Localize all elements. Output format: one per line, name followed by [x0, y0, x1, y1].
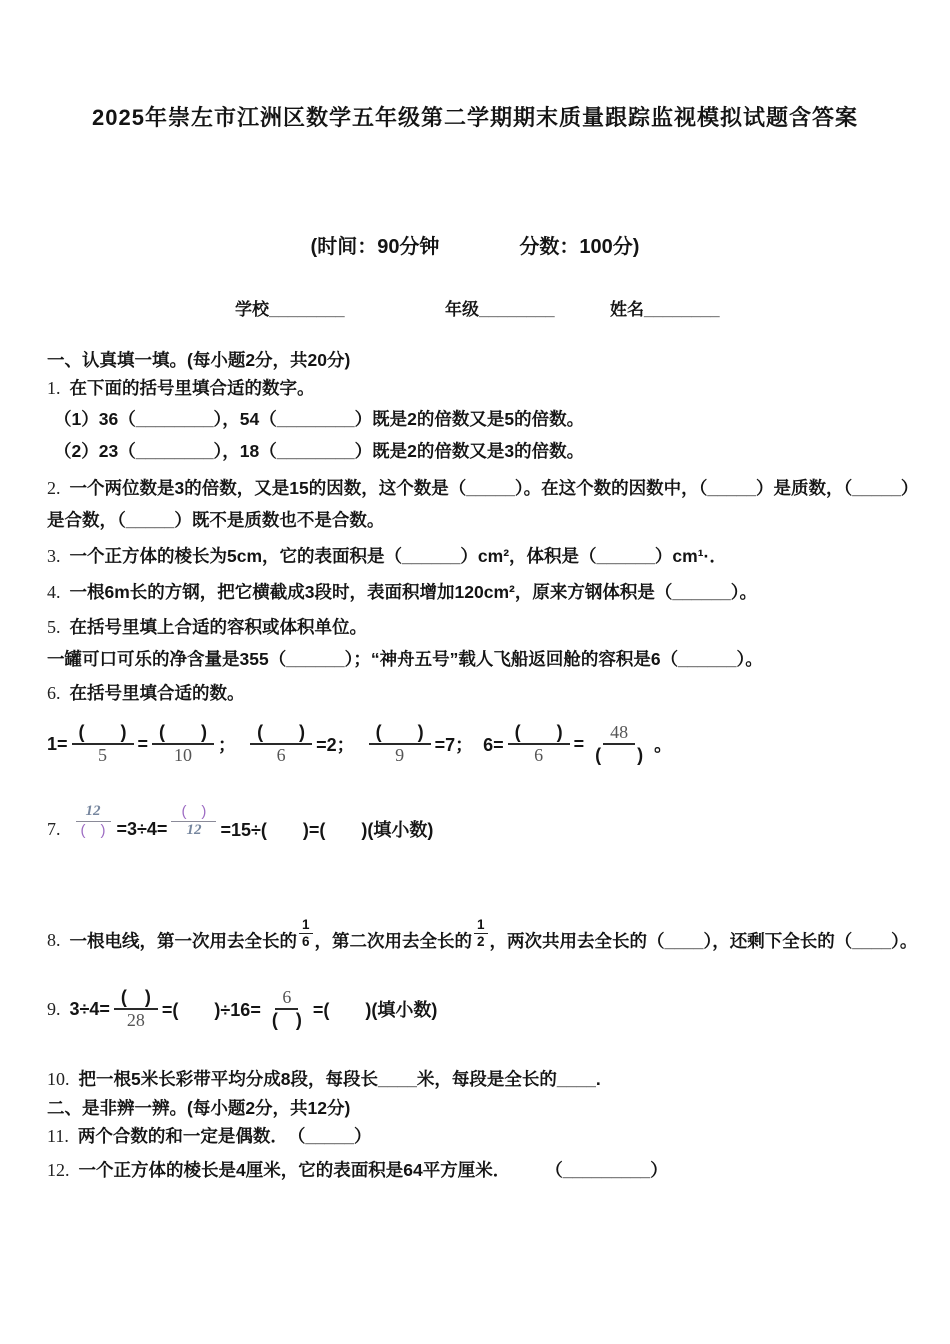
question-8-number: 8. — [47, 929, 61, 950]
question-1-number: 1. — [47, 378, 61, 398]
question-3 — [47, 545, 727, 568]
fraction-1-over-2: 1 2 — [474, 917, 488, 949]
question-4-text: 一根6m长的方钢，把它横截成3段时，表面积增加120cm²，原来方钢体积是（______）。 — [69, 582, 757, 602]
eq-text: = — [137, 733, 149, 754]
fraction-blank-over-6: ( ) 6 — [250, 722, 312, 765]
fraction-blank-over-5: ( ) 5 — [72, 722, 134, 765]
question-4-number: 4. — [47, 582, 61, 602]
eq-text: =3÷4= — [116, 818, 168, 839]
question-6-equation-row — [47, 708, 672, 780]
question-10-number: 10. — [47, 1069, 70, 1089]
question-2-line-1 — [47, 477, 918, 500]
eq-text: =( )÷16= — [161, 1000, 261, 1020]
question-11-number: 11. — [47, 1126, 69, 1146]
question-5-line-2: 一罐可口可乐的净含量是355（______）；“神舟五号”载人飞船返回舱的容积是6（______）。 — [47, 649, 763, 669]
school-field: 学校________ — [235, 300, 345, 319]
question-6 — [47, 682, 245, 705]
fraction-blank-over-10: ( ) 10 — [152, 722, 214, 765]
page-title: 2025年崇左市江洲区数学五年级第二学期期末质量跟踪监视模拟试题含答案 — [92, 105, 858, 130]
fraction-blank-over-12: ( ) 12 — [171, 803, 216, 839]
question-3-text: 一个正方体的棱长为5cm，它的表面积是（______）cm²，体积是（______）cm¹·． — [69, 546, 727, 566]
question-10 — [47, 1068, 601, 1091]
eq-text: = — [573, 733, 585, 754]
question-1-part-1: （1）36（________），54（________）既是2的倍数又是5的倍数。 — [54, 409, 585, 429]
eq-text: ； — [218, 735, 247, 755]
question-8-row — [47, 916, 917, 964]
question-12 — [47, 1159, 668, 1182]
question-7-row — [47, 797, 433, 861]
fraction-12-over-blank: 12 ( ) — [74, 803, 113, 839]
eq-text: =15÷( )=( )(填小数) — [220, 820, 434, 840]
grade-field: 年级________ — [445, 300, 555, 319]
question-8-text-1: 一根电线，第一次用去全长的 — [69, 930, 297, 951]
question-2-text-1: 一个两位数是3的倍数，又是15的因数，这个数是（_____）。在这个数的因数中，（_____）是质数，（_____） — [69, 478, 919, 498]
fraction-6-over-blank: 6 ( ) — [271, 987, 302, 1030]
time-score-line: (时间：90分钟 分数：100分) — [310, 236, 640, 258]
eq-text: 1= — [47, 733, 68, 754]
eq-text: 3÷4= — [69, 998, 110, 1019]
fraction-blank-over-28: ( ) 28 — [114, 987, 158, 1030]
question-5-number: 5. — [47, 617, 61, 637]
question-6-number: 6. — [47, 683, 61, 703]
section-1-heading: 一、认真填一填。(每小题2分，共20分) — [47, 350, 351, 370]
question-3-number: 3. — [47, 546, 61, 566]
question-4 — [47, 581, 757, 604]
fraction-blank-over-6b: ( ) 6 — [508, 722, 570, 765]
question-1 — [47, 377, 315, 400]
question-12-number: 12. — [47, 1160, 70, 1180]
eq-text: =7； 6= — [434, 735, 504, 755]
question-11-text: 两个合数的和一定是偶数． （_____） — [77, 1126, 372, 1146]
fraction-1-over-6: 1 6 — [299, 917, 313, 949]
name-field: 姓名________ — [610, 300, 720, 319]
question-8-text-3: ，两次共用去全长的（____），还剩下全长的（____）。 — [489, 930, 918, 951]
question-8-text-2: ，第二次用去全长的 — [314, 930, 473, 951]
question-5 — [47, 616, 367, 639]
question-7-number: 7. — [47, 818, 61, 839]
question-2-line-2: 是合数，（_____）既不是质数也不是合数。 — [47, 510, 385, 530]
question-6-text: 在括号里填合适的数。 — [69, 683, 245, 703]
question-1-part-2: （2）23（________），18（________）既是2的倍数又是3的倍数。 — [54, 441, 585, 461]
question-9-number: 9. — [47, 998, 61, 1019]
question-1-text: 在下面的括号里填合适的数字。 — [69, 378, 315, 398]
question-5-text: 在括号里填上合适的容积或体积单位。 — [69, 617, 367, 637]
eq-text: 。 — [654, 735, 673, 755]
eq-text: =( )(填小数) — [312, 1000, 438, 1020]
question-9-row — [47, 978, 437, 1040]
fraction-blank-over-9: ( ) 9 — [369, 722, 431, 765]
question-10-text: 把一根5米长彩带平均分成8段，每段长____米，每段是全长的____. — [78, 1069, 601, 1089]
eq-text: =2； — [316, 735, 365, 755]
question-2-number: 2. — [47, 478, 61, 498]
fraction-48-over-blank: 48 ( ) — [595, 722, 644, 765]
question-11 — [47, 1125, 372, 1148]
section-2-heading: 二、是非辨一辨。(每小题2分，共12分) — [47, 1098, 351, 1118]
question-12-text: 一个正方体的棱长是4厘米，它的表面积是64平方厘米． （_________） — [78, 1160, 668, 1180]
